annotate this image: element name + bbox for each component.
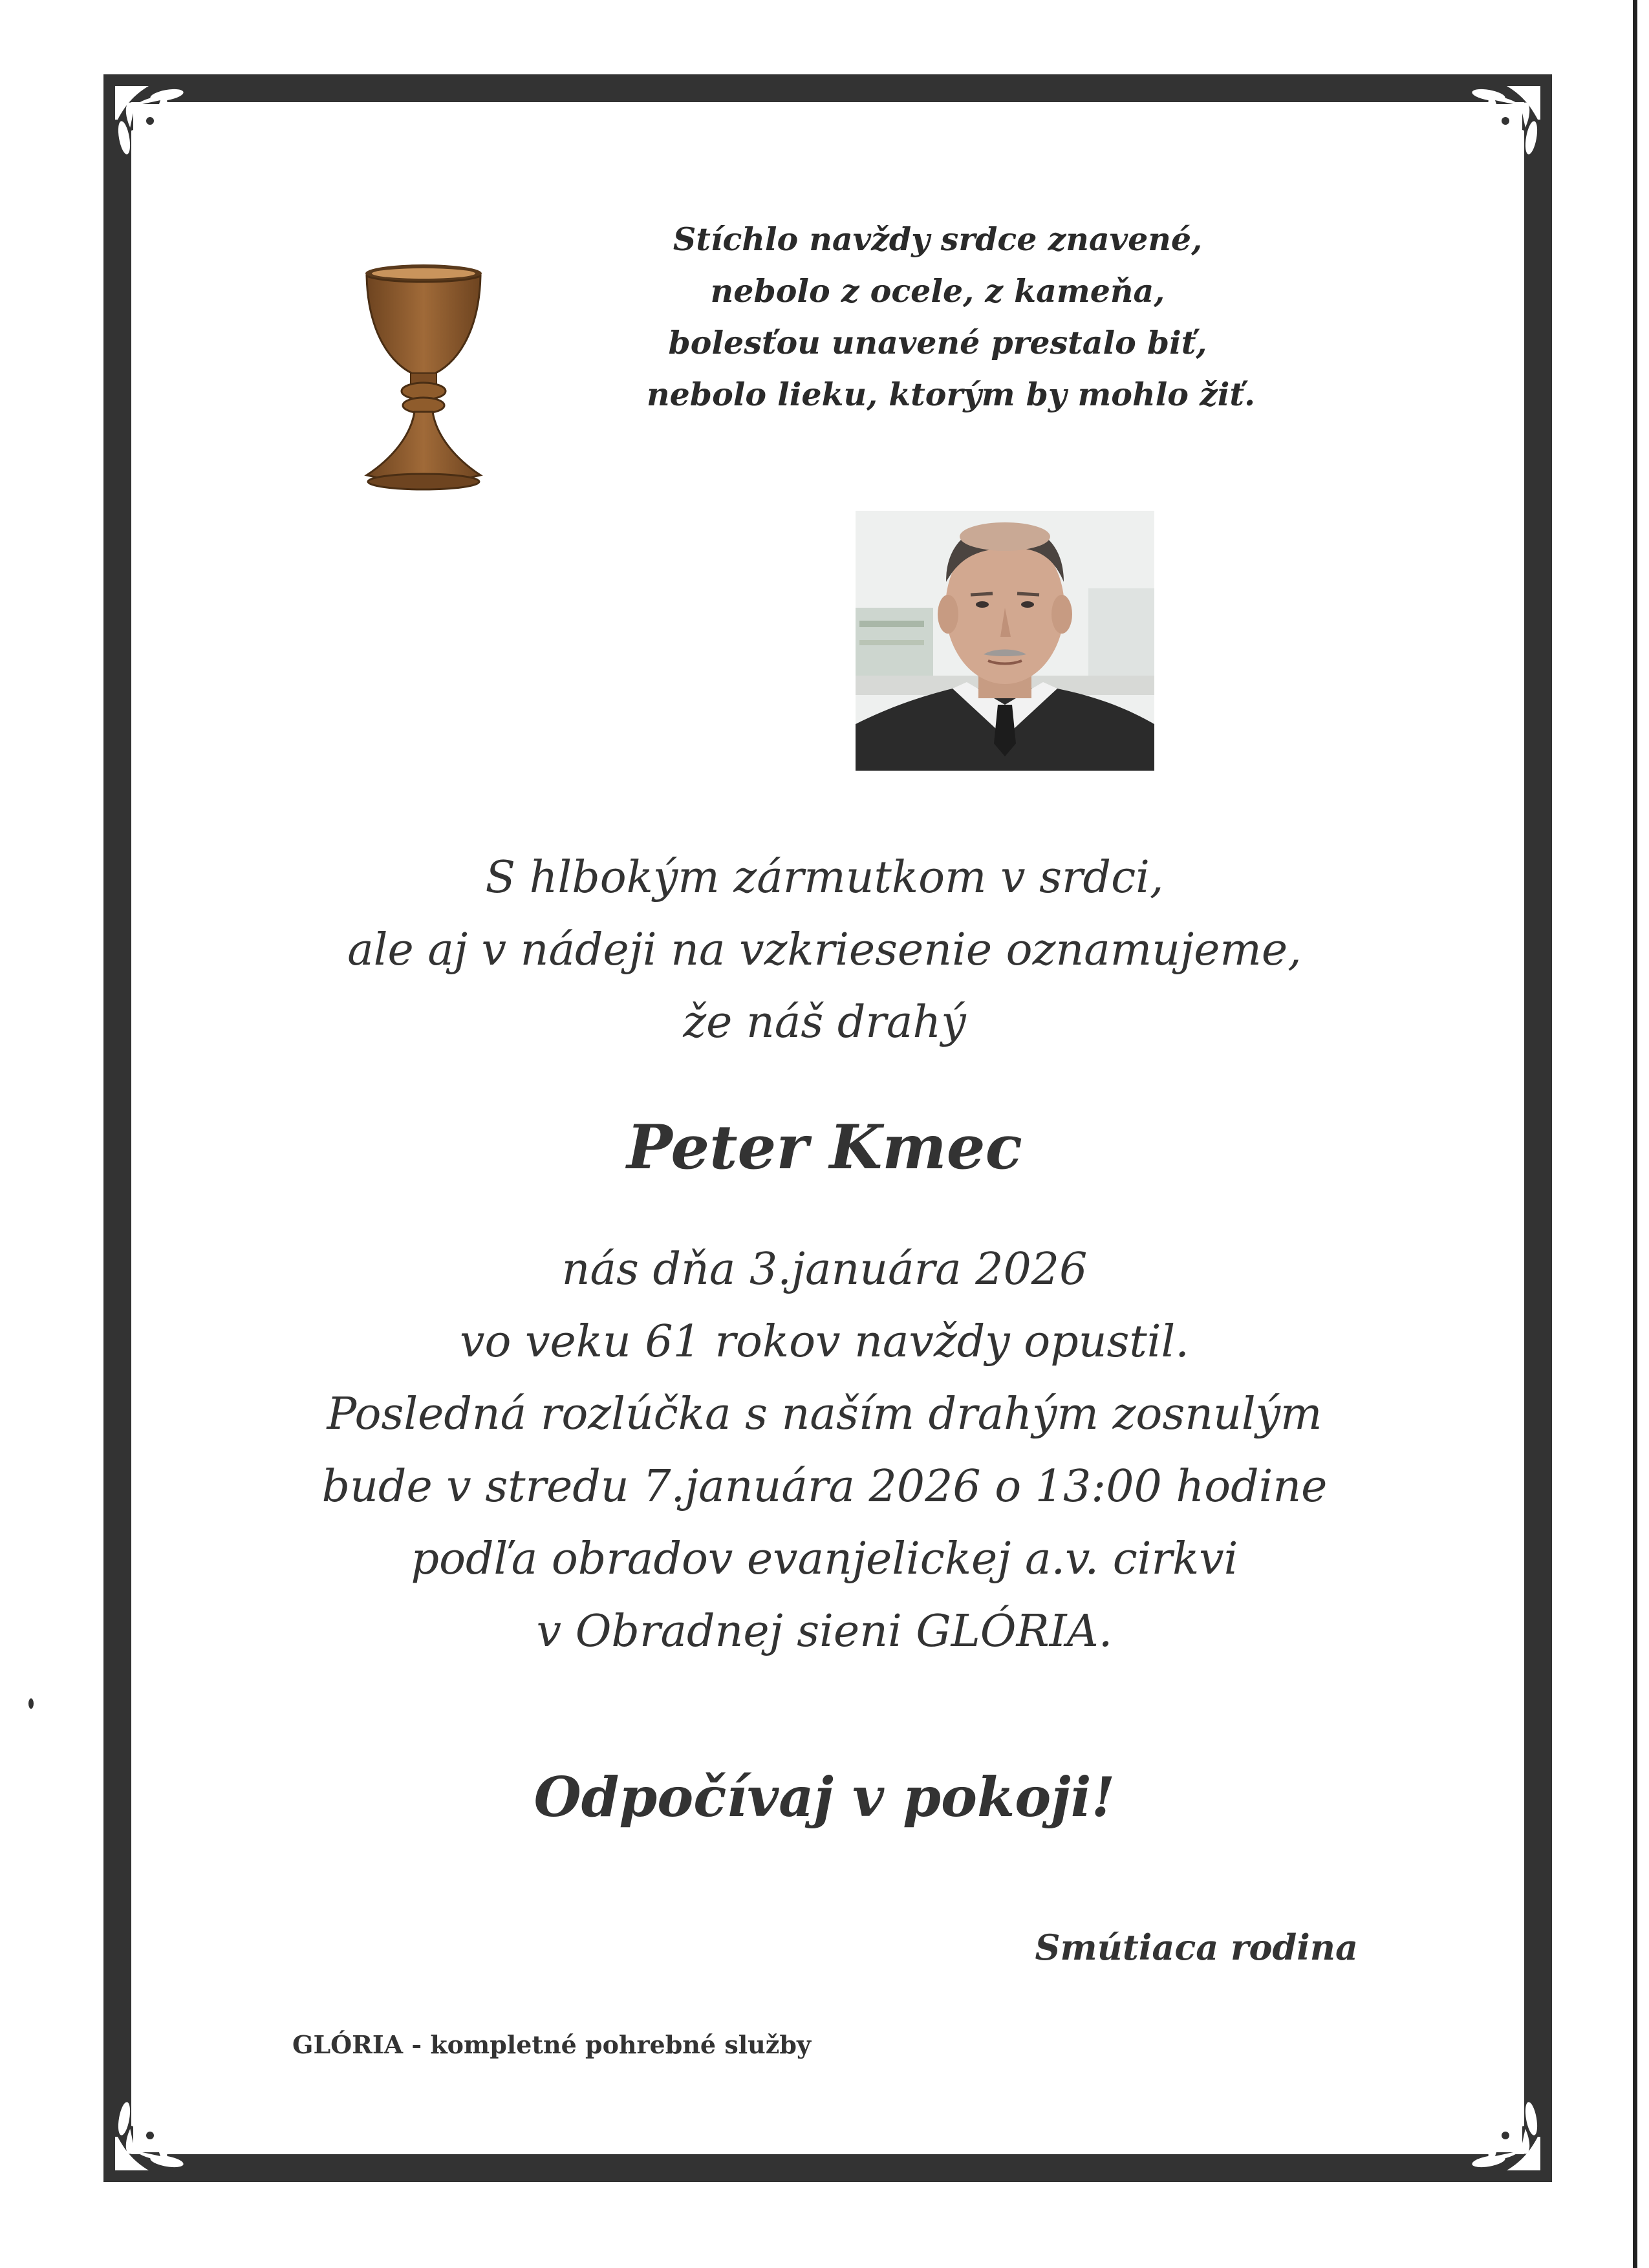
poem-line: bolesťou unavené prestalo biť, [668, 324, 1207, 361]
funeral-service-footer: GLÓRIA - kompletné pohrebné služby [292, 2030, 812, 2059]
farewell-text: Odpočívaj v pokoji! [534, 1765, 1116, 1829]
portrait-photo [856, 511, 1154, 771]
intro-line: že náš drahý [683, 997, 966, 1048]
floral-corner-ornament-icon [110, 81, 207, 178]
detail-line: Posledná rozlúčka s naším drahým zosnulým [327, 1389, 1322, 1440]
scan-edge-line [1633, 0, 1637, 2268]
detail-line: vo veku 61 rokov navždy opustil. [460, 1316, 1189, 1367]
deceased-name: Peter Kmec [627, 1112, 1022, 1183]
family-signature: Smútiaca rodina [1035, 1927, 1358, 1968]
detail-line: nás dňa 3.januára 2026 [561, 1244, 1088, 1295]
poem-line: Stíchlo navždy srdce znavené, [673, 220, 1203, 258]
poem-line: nebolo z ocele, z kameňa, [710, 272, 1165, 310]
announcement-intro [129, 842, 1520, 1059]
intro-line: ale aj v nádeji na vzkriesenie oznamujeme, [347, 925, 1302, 976]
memorial-poem [647, 213, 1256, 420]
poem-line: nebolo lieku, ktorým by mohlo žiť. [647, 376, 1256, 413]
floral-corner-ornament-icon [1449, 81, 1546, 178]
funeral-details [129, 1234, 1520, 1668]
scan-speck [28, 1698, 34, 1709]
chalice-icon [359, 262, 488, 491]
intro-line: S hlbokým zármutkom v srdci, [485, 852, 1164, 903]
floral-corner-ornament-icon [110, 2079, 207, 2176]
detail-line: v Obradnej sieni GLÓRIA. [536, 1606, 1113, 1657]
floral-corner-ornament-icon [1449, 2079, 1546, 2176]
detail-line: bude v stredu 7.januára 2026 o 13:00 hodine [321, 1461, 1328, 1512]
detail-line: podľa obradov evanjelickej a.v. cirkvi [411, 1534, 1238, 1585]
